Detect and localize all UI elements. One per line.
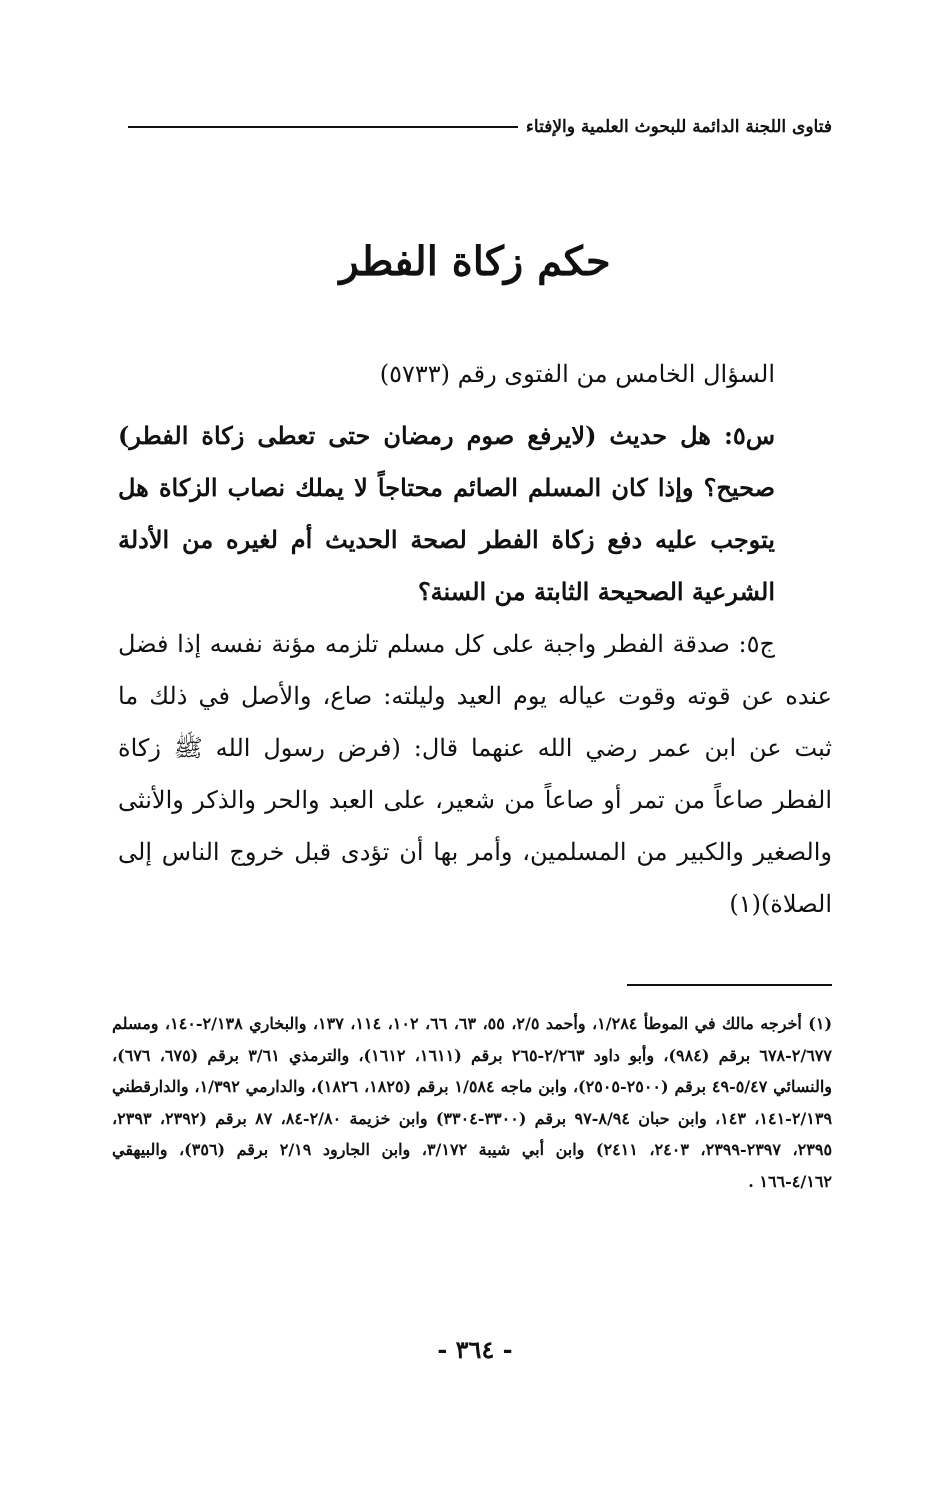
section-title: حكم زكاة الفطر bbox=[339, 238, 611, 285]
answer-text: ج٥: صدقة الفطر واجبة على كل مسلم تلزمه مؤنة نفسه إذا فضل عنده عن قوته وقوت عياله يوم العيد وليلته: صاع، والأصل في ذلك ما ثبت عن ابن عمر رضي الله عنهما قال: (فرض رسول الله ﷺ زكاة الفطر صاعاً من تمر أو صاعاً من شعير، على العبد والحر والذكر والأنثى والصغير والكبير من المسلمين، وأمر بها أن تؤدى قبل خروج الناس إلى الصلاة)(١) bbox=[118, 630, 832, 918]
running-header bbox=[128, 112, 832, 142]
question-text: س٥: هل حديث (لايرفع صوم رمضان حتى تعطى زكاة الفطر) صحيح؟ وإذا كان المسلم الصائم محتاجاً لا يملك نصاب الزكاة هل يتوجب عليه دفع زكاة الفطر لصحة الحديث أم لغيره من الأدلة الشرعية الصحيحة الثابتة من السنة؟ bbox=[118, 421, 775, 606]
header-rule bbox=[128, 126, 518, 128]
page-number: - ٣٦٤ - bbox=[437, 1335, 513, 1364]
running-header-title: فتاوى اللجنة الدائمة للبحوث العلمية والإفتاء bbox=[525, 117, 832, 137]
footnote-text: (١) أخرجه مالك في الموطأ ١/٢٨٤، وأحمد ٢/٥، ٥٥، ٦٣، ٦٦، ١٠٢، ١١٤، ١٣٧، والبخاري ٢/١٣٨-١٤٠، ومسلم ٢/٦٧٧-٦٧٨ برقم (٩٨٤)، وأبو داود ٢/٢٦٣-٢٦٥ برقم (١٦١١، ١٦١٢)، والترمذي ٣/٦١ برقم (٦٧٥، ٦٧٦)، والنسائي ٥/٤٧-٤٩ برقم (٢٥٠٠-٢٥٠٥)، وابن ماجه ١/٥٨٤ برقم (١٨٢٥، ١٨٢٦)، والدارمي ١/٣٩٢، والدارقطني ٢/١٣٩-١٤١، ١٤٣، وابن حبان ٨/٩٤-٩٧ برقم (٣٣٠٠-٣٣٠٤) وابن خزيمة ٢/٨٠-٨٤، ٨٧ برقم (٢٣٩٢، ٢٣٩٣، ٢٣٩٥، ٢٣٩٧-٢٣٩٩، ٢٤٠٣، ٢٤١١) وابن أبي شيبة ٣/١٧٢، وابن الجارود ٢/١٩ برقم (٣٥٦)، والبيهقي ٤/١٦٢-١٦٦ . bbox=[112, 1014, 833, 1191]
main-text bbox=[118, 410, 832, 930]
question-label: السؤال الخامس من الفتوى رقم (٥٧٣٣) bbox=[379, 360, 775, 388]
footnote-rule bbox=[627, 984, 832, 986]
